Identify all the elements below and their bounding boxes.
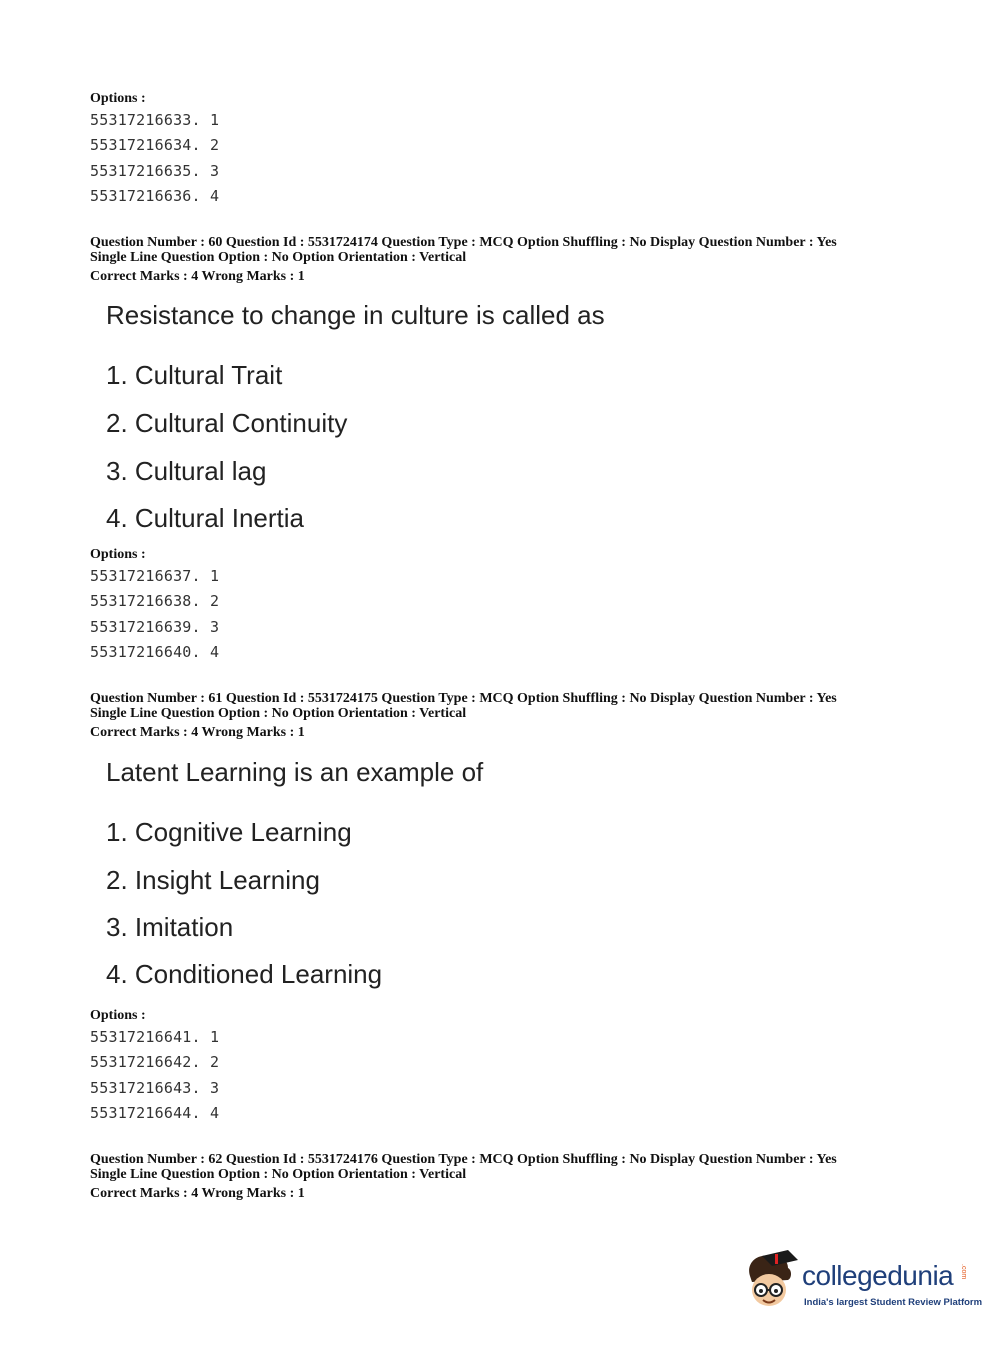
mascot-icon bbox=[742, 1250, 800, 1316]
question-60-meta bbox=[90, 236, 910, 285]
option-line: 55317216635. 3 bbox=[90, 161, 220, 180]
question-choice: 3. Imitation bbox=[106, 912, 234, 942]
option-line: 55317216637. 1 bbox=[90, 567, 220, 585]
option-line: 55317216636. 4 bbox=[90, 186, 220, 205]
question-marks-line: Correct Marks : 4 Wrong Marks : 1 bbox=[90, 1186, 305, 1201]
option-line: 55317216633. 1 bbox=[90, 111, 220, 129]
question-choice: 1. Cognitive Learning bbox=[106, 817, 352, 847]
logo-tagline: India's largest Student Review Platform bbox=[804, 1297, 983, 1308]
option-line: 55317216634. 2 bbox=[90, 136, 220, 155]
question-meta-line1: Question Number : 61 Question Id : 5531724175 Question Type : MCQ Option Shuffling : No Display Question Number : Yes bbox=[90, 691, 837, 706]
question-62-meta bbox=[90, 1153, 910, 1202]
collegedunia-logo bbox=[742, 1250, 983, 1320]
logo-wordmark: collegedunia bbox=[802, 1260, 954, 1291]
question-60-body bbox=[106, 299, 806, 534]
question-meta-line2: Single Line Question Option : No Option Orientation : Vertical bbox=[90, 1166, 467, 1182]
question-stem: Latent Learning is an example of bbox=[106, 757, 484, 787]
logo-domain-suffix: .com bbox=[960, 1264, 967, 1280]
option-line: 55317216643. 3 bbox=[90, 1078, 220, 1097]
question-meta-line1: Question Number : 60 Question Id : 5531724174 Question Type : MCQ Option Shuffling : No Display Question Number : Yes bbox=[90, 235, 837, 250]
question-choice: 4. Cultural Inertia bbox=[106, 503, 304, 533]
question-61-meta bbox=[90, 692, 910, 741]
options-block-q60 bbox=[90, 547, 219, 665]
question-marks-line: Correct Marks : 4 Wrong Marks : 1 bbox=[90, 725, 305, 740]
options-title: Options : bbox=[90, 91, 146, 106]
option-line: 55317216644. 4 bbox=[90, 1103, 220, 1122]
options-title: Options : bbox=[90, 547, 146, 562]
options-block-q61 bbox=[90, 1008, 219, 1126]
question-choice: 2. Cultural Continuity bbox=[106, 408, 348, 438]
question-choice: 2. Insight Learning bbox=[106, 865, 320, 895]
question-meta-line2: Single Line Question Option : No Option Orientation : Vertical bbox=[90, 249, 467, 265]
question-meta-line2: Single Line Question Option : No Option Orientation : Vertical bbox=[90, 705, 467, 721]
question-marks-line: Correct Marks : 4 Wrong Marks : 1 bbox=[90, 269, 305, 284]
option-line: 55317216640. 4 bbox=[90, 642, 220, 661]
question-choice: 4. Conditioned Learning bbox=[106, 959, 383, 989]
question-meta-line1: Question Number : 62 Question Id : 5531724176 Question Type : MCQ Option Shuffling : No Display Question Number : Yes bbox=[90, 1152, 837, 1167]
question-choice: 1. Cultural Trait bbox=[106, 360, 283, 390]
options-block-q59 bbox=[90, 91, 219, 209]
options-title: Options : bbox=[90, 1008, 146, 1023]
question-61-body bbox=[106, 756, 806, 990]
question-choice: 3. Cultural lag bbox=[106, 456, 267, 486]
option-line: 55317216639. 3 bbox=[90, 617, 220, 636]
option-line: 55317216641. 1 bbox=[90, 1028, 220, 1046]
option-line: 55317216642. 2 bbox=[90, 1053, 220, 1072]
option-line: 55317216638. 2 bbox=[90, 592, 220, 611]
question-stem: Resistance to change in culture is called as bbox=[106, 300, 605, 330]
